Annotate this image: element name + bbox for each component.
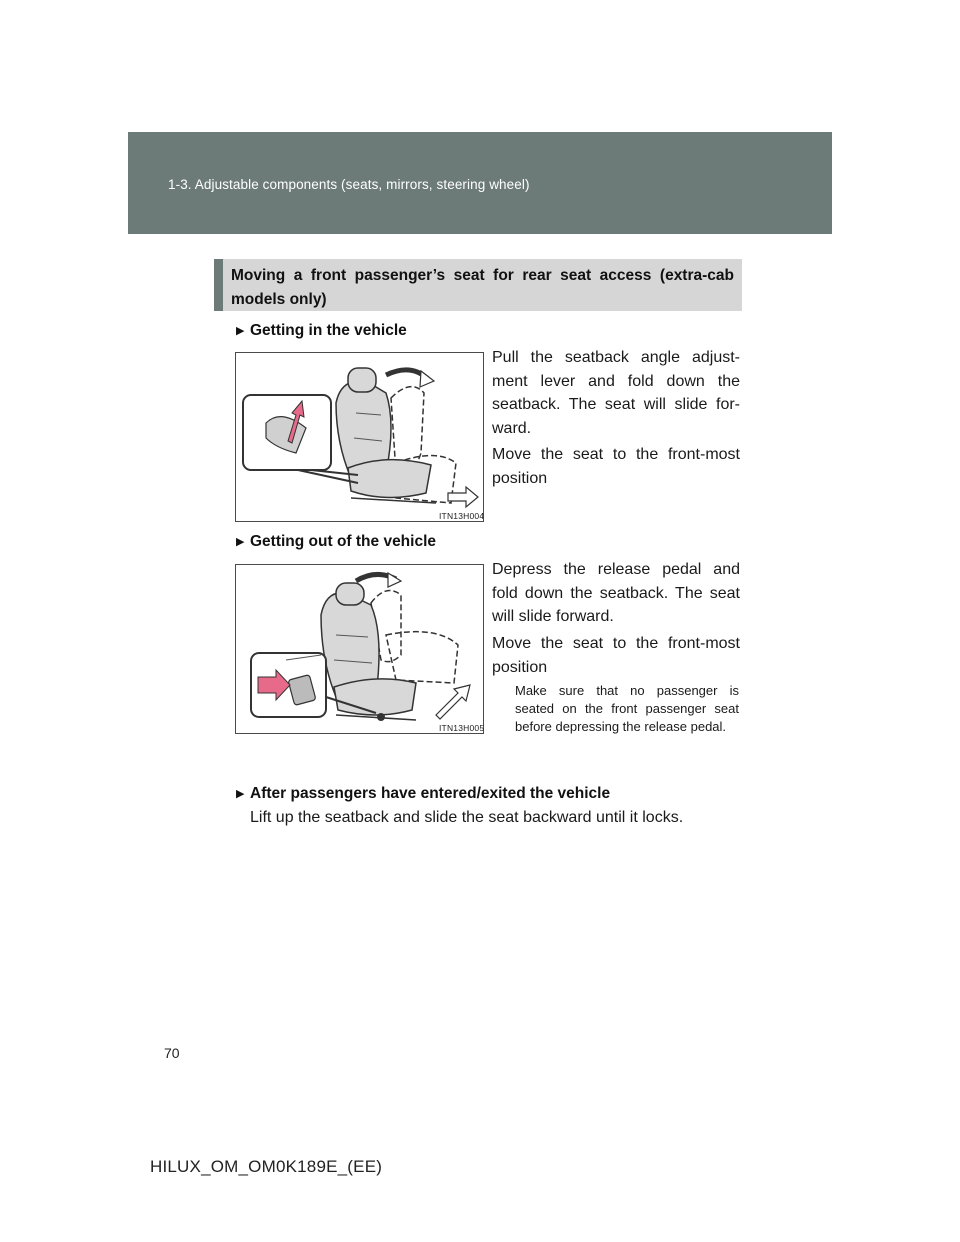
getting-in-text-2: Move the seat to the front-most position <box>492 446 740 487</box>
seat-pedal-illustration <box>236 565 485 735</box>
subheading-box <box>214 259 742 311</box>
bullet-getting-in <box>236 322 407 340</box>
bullet-triangle-icon: ▶ <box>236 788 245 800</box>
getting-out-text-1: Depress the release pedal and fold down the seatback. The seat will slide forward. <box>492 561 740 625</box>
bullet-triangle-icon: ▶ <box>236 325 245 337</box>
seat-fold-lever-figure <box>235 352 484 522</box>
after-heading: After passengers have entered/exited the vehicle <box>250 785 611 802</box>
subheading-title: Moving a front passenger’s seat for rear seat access (extra-cab models only) <box>231 267 734 308</box>
section-header-band <box>128 132 832 234</box>
getting-out-heading: Getting out of the vehicle <box>250 533 437 550</box>
figure-code: ITN13H004 <box>439 511 485 521</box>
seat-release-pedal-figure <box>235 564 484 734</box>
bullet-triangle-icon: ▶ <box>236 536 245 548</box>
getting-in-heading: Getting in the vehicle <box>250 322 407 339</box>
bullet-getting-out <box>236 533 436 551</box>
bullet-after <box>236 785 610 803</box>
getting-out-text-2: Move the seat to the front-most position <box>492 635 740 676</box>
getting-in-text-1: Pull the seatback angle adjust-ment lever and fold down the seatback. The seat will slide for-ward. <box>492 349 740 437</box>
getting-out-note: Make sure that no passenger is seated on the front passenger seat before depressing the release pedal. <box>515 683 739 734</box>
figure-code: ITN13H005 <box>439 723 485 733</box>
page-number: 70 <box>164 1045 180 1061</box>
after-text: Lift up the seatback and slide the seat backward until it locks. <box>250 809 684 826</box>
seat-lever-illustration <box>236 353 485 523</box>
document-code: HILUX_OM_OM0K189E_(EE) <box>150 1157 383 1176</box>
section-title: 1-3. Adjustable components (seats, mirrors, steering wheel) <box>168 177 530 192</box>
